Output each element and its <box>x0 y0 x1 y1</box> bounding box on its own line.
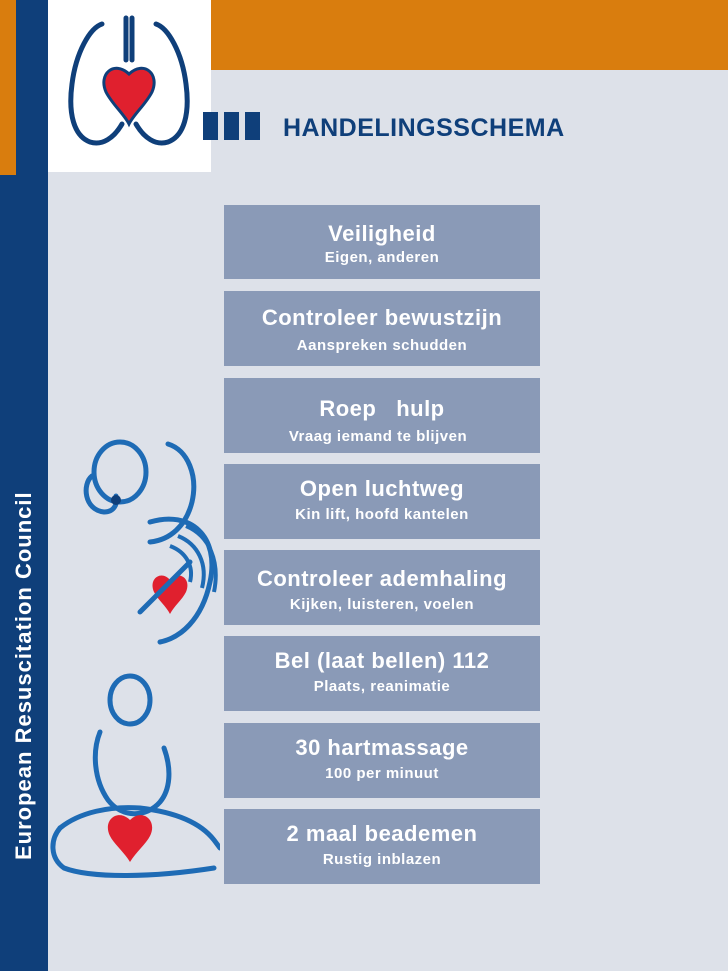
step-subtitle: Kijken, luisteren, voelen <box>289 596 475 613</box>
step-title: Open luchtweg <box>299 476 465 501</box>
patient-illustration-icon <box>50 672 220 912</box>
step-subtitle: 100 per minuut <box>325 765 439 782</box>
title-bars-decoration <box>203 112 260 140</box>
step-open-airway <box>224 464 540 539</box>
step-subtitle: Rustig inblazen <box>322 851 442 868</box>
logo-panel <box>48 0 211 172</box>
step-call-112 <box>224 636 540 711</box>
side-orange-strip <box>0 0 16 175</box>
organization-name: European Resuscitation Council <box>11 491 36 860</box>
step-check-consciousness <box>224 291 540 366</box>
step-safety <box>224 205 540 279</box>
step-subtitle: Vraag iemand te blijven <box>288 428 468 445</box>
step-title: 30 hartmassage <box>295 735 469 760</box>
step-title: 2 maal beademen <box>286 821 478 846</box>
step-subtitle: Aanspreken schudden <box>296 337 468 354</box>
rescuer-illustration-icon <box>70 432 220 652</box>
top-orange-band <box>211 0 728 70</box>
lungs-heart-logo-icon <box>48 0 211 172</box>
step-call-help <box>224 378 540 453</box>
step-subtitle: Eigen, anderen <box>324 249 440 266</box>
step-title: Controleer ademhaling <box>256 566 508 591</box>
step-title: Bel (laat bellen) 112 <box>274 648 490 673</box>
step-title: Veiligheid <box>328 221 436 246</box>
page-title: HANDELINGSSCHEMA <box>283 114 565 142</box>
step-subtitle: Kin lift, hoofd kantelen <box>295 506 469 523</box>
step-rescue-breaths <box>224 809 540 884</box>
step-title: Controleer bewustzijn <box>261 305 503 330</box>
step-chest-compressions <box>224 723 540 798</box>
step-subtitle: Plaats, reanimatie <box>313 678 451 695</box>
step-check-breathing <box>224 550 540 625</box>
step-title: Roep hulp <box>319 396 445 421</box>
